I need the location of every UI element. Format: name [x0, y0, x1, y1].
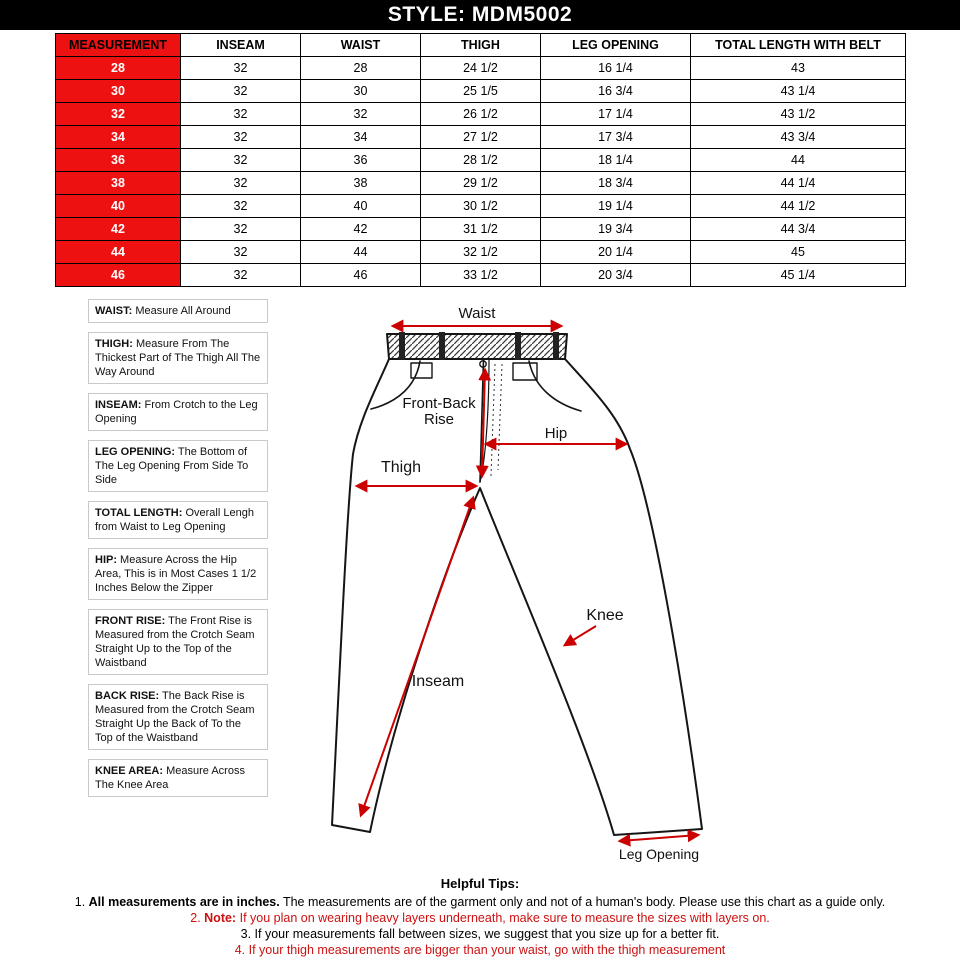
definition-item: TOTAL LENGTH: Overall Lengh from Waist to Leg Opening: [88, 501, 268, 539]
measurement-cell: 44 3/4: [691, 218, 906, 241]
definition-term: BACK RISE:: [95, 690, 160, 702]
size-cell: 46: [56, 264, 181, 287]
measurement-cell: 45: [691, 241, 906, 264]
measurement-cell: 34: [301, 126, 421, 149]
table-row: [56, 103, 906, 126]
measurement-cell: 32: [181, 80, 301, 103]
measurement-cell: 30 1/2: [421, 195, 541, 218]
definition-item: INSEAM: From Crotch to the Leg Opening: [88, 393, 268, 431]
belt-loop: [515, 332, 521, 360]
size-cell: 40: [56, 195, 181, 218]
pants-measurement-diagram: [262, 302, 742, 867]
measurement-cell: 26 1/2: [421, 103, 541, 126]
measurement-cell: 30: [301, 80, 421, 103]
size-cell: 32: [56, 103, 181, 126]
definition-term: HIP:: [95, 554, 117, 566]
column-header-thigh: THIGH: [421, 34, 541, 57]
tips-list: [0, 894, 960, 958]
size-cell: 38: [56, 172, 181, 195]
measurement-cell: 43 1/2: [691, 103, 906, 126]
tip-item: 4. If your thigh measurements are bigger than your waist, go with the thigh measurement: [234, 943, 726, 957]
belt-loop: [553, 332, 559, 360]
tips-title: Helpful Tips:: [440, 876, 520, 891]
measurement-cell: 45 1/4: [691, 264, 906, 287]
belt-loop: [399, 332, 405, 360]
table-row: [56, 264, 906, 287]
diagram-labels: [381, 305, 699, 862]
measurement-cell: 36: [301, 149, 421, 172]
definition-term: LEG OPENING:: [95, 446, 176, 458]
page-title: STYLE: MDM5002: [0, 0, 960, 30]
waist-label: Waist: [458, 305, 496, 322]
tip-item: 2. Note: If you plan on wearing heavy layers underneath, make sure to measure the sizes with layers on.: [190, 911, 770, 925]
hip-label: Hip: [544, 425, 568, 442]
definition-item: THIGH: Measure From The Thickest Part of The Thigh All The Way Around: [88, 332, 268, 384]
measurement-cell: 32: [181, 172, 301, 195]
measurement-cell: 31 1/2: [421, 218, 541, 241]
measurement-cell: 16 1/4: [541, 57, 691, 80]
helpful-tips: [0, 876, 960, 958]
definition-term: FRONT RISE:: [95, 615, 166, 627]
belt-loop: [439, 332, 445, 360]
column-header-measurement: MEASUREMENT: [56, 34, 181, 57]
measurement-cell: 43: [691, 57, 906, 80]
size-cell: 34: [56, 126, 181, 149]
size-cell: 36: [56, 149, 181, 172]
definition-term: TOTAL LENGTH:: [95, 507, 183, 519]
table-row: [56, 126, 906, 149]
definition-item: LEG OPENING: The Bottom of The Leg Opening From Side To Side: [88, 440, 268, 492]
column-header-inseam: INSEAM: [181, 34, 301, 57]
leg-opening-label: Leg Opening: [618, 846, 700, 862]
measurement-cell: 33 1/2: [421, 264, 541, 287]
definition-term: WAIST:: [95, 305, 133, 317]
column-header-leg-opening: LEG OPENING: [541, 34, 691, 57]
knee-arrow: [565, 626, 596, 645]
measurement-cell: 44 1/4: [691, 172, 906, 195]
definition-term: THIGH:: [95, 338, 133, 350]
measurement-cell: 19 1/4: [541, 195, 691, 218]
table-row: [56, 57, 906, 80]
waistband: [387, 334, 567, 359]
measurement-cell: 32: [181, 57, 301, 80]
measurement-cell: 27 1/2: [421, 126, 541, 149]
size-table: [55, 33, 906, 287]
measurement-cell: 44 1/2: [691, 195, 906, 218]
pants-outline: [332, 332, 702, 835]
measurement-cell: 43 1/4: [691, 80, 906, 103]
tip-item: 3. If your measurements fall between sizes, we suggest that you size up for a better fit.: [240, 927, 720, 941]
measurement-cell: 40: [301, 195, 421, 218]
thigh-label: Thigh: [380, 459, 422, 476]
measurement-cell: 42: [301, 218, 421, 241]
measurement-cell: 24 1/2: [421, 57, 541, 80]
measurement-cell: 25 1/5: [421, 80, 541, 103]
measurement-cell: 32: [181, 149, 301, 172]
table-header-row: [56, 34, 906, 57]
definition-item: BACK RISE: The Back Rise is Measured from the Crotch Seam Straight Up the Back of To the Top of the Waistband: [88, 684, 268, 750]
definition-item: KNEE AREA: Measure Across The Knee Area: [88, 759, 268, 797]
measurement-cell: 32: [181, 241, 301, 264]
size-cell: 42: [56, 218, 181, 241]
measurement-cell: 32: [181, 264, 301, 287]
measurement-cell: 17 1/4: [541, 103, 691, 126]
measurement-cell: 38: [301, 172, 421, 195]
measurement-cell: 32: [301, 103, 421, 126]
size-cell: 28: [56, 57, 181, 80]
pants-body-outline: [332, 359, 702, 835]
table-row: [56, 80, 906, 103]
measurement-cell: 19 3/4: [541, 218, 691, 241]
coin-pocket: [513, 363, 537, 380]
measurement-cell: 32: [181, 218, 301, 241]
measurement-cell: 29 1/2: [421, 172, 541, 195]
measurement-cell: 44: [691, 149, 906, 172]
inseam-arrow: [361, 498, 473, 815]
measurement-cell: 18 3/4: [541, 172, 691, 195]
definition-item: WAIST: Measure All Around: [88, 299, 268, 323]
knee-label: Knee: [586, 607, 624, 624]
measurement-cell: 32: [181, 126, 301, 149]
table-row: [56, 241, 906, 264]
table-row: [56, 218, 906, 241]
measurement-cell: 20 1/4: [541, 241, 691, 264]
measurement-definitions: [88, 299, 268, 806]
measurement-cell: 46: [301, 264, 421, 287]
measurement-cell: 28 1/2: [421, 149, 541, 172]
measurement-cell: 32 1/2: [421, 241, 541, 264]
column-header-waist: WAIST: [301, 34, 421, 57]
measurement-cell: 18 1/4: [541, 149, 691, 172]
size-cell: 30: [56, 80, 181, 103]
table-row: [56, 195, 906, 218]
definition-item: FRONT RISE: The Front Rise is Measured from the Crotch Seam Straight Up to the Top of the Waistband: [88, 609, 268, 675]
measurement-cell: 43 3/4: [691, 126, 906, 149]
leg-opening-arrow: [620, 835, 698, 841]
left-pocket-detail: [411, 363, 432, 378]
measurement-cell: 17 3/4: [541, 126, 691, 149]
definition-term: INSEAM:: [95, 399, 142, 411]
table-row: [56, 149, 906, 172]
inseam-label: Inseam: [411, 673, 465, 690]
fly-stitch-dotted-lines: [491, 364, 502, 476]
measurement-cell: 44: [301, 241, 421, 264]
size-cell: 44: [56, 241, 181, 264]
column-header-total-length-with-belt: TOTAL LENGTH WITH BELT: [691, 34, 906, 57]
tip-item: 1. All measurements are in inches. The measurements are of the garment only and not of a human's body. Please use this chart as a guide only.: [74, 895, 886, 909]
measurement-cell: 16 3/4: [541, 80, 691, 103]
front-back-rise-label-line2: Rise: [423, 411, 455, 428]
measurement-cell: 20 3/4: [541, 264, 691, 287]
measurement-cell: 28: [301, 57, 421, 80]
definition-item: HIP: Measure Across the Hip Area, This is in Most Cases 1 1/2 Inches Below the Zipper: [88, 548, 268, 600]
definition-term: KNEE AREA:: [95, 765, 164, 777]
measurement-cell: 32: [181, 195, 301, 218]
measurement-cell: 32: [181, 103, 301, 126]
front-back-rise-label-line1: Front-Back: [402, 395, 476, 412]
table-row: [56, 172, 906, 195]
pants-diagram: [262, 302, 742, 867]
